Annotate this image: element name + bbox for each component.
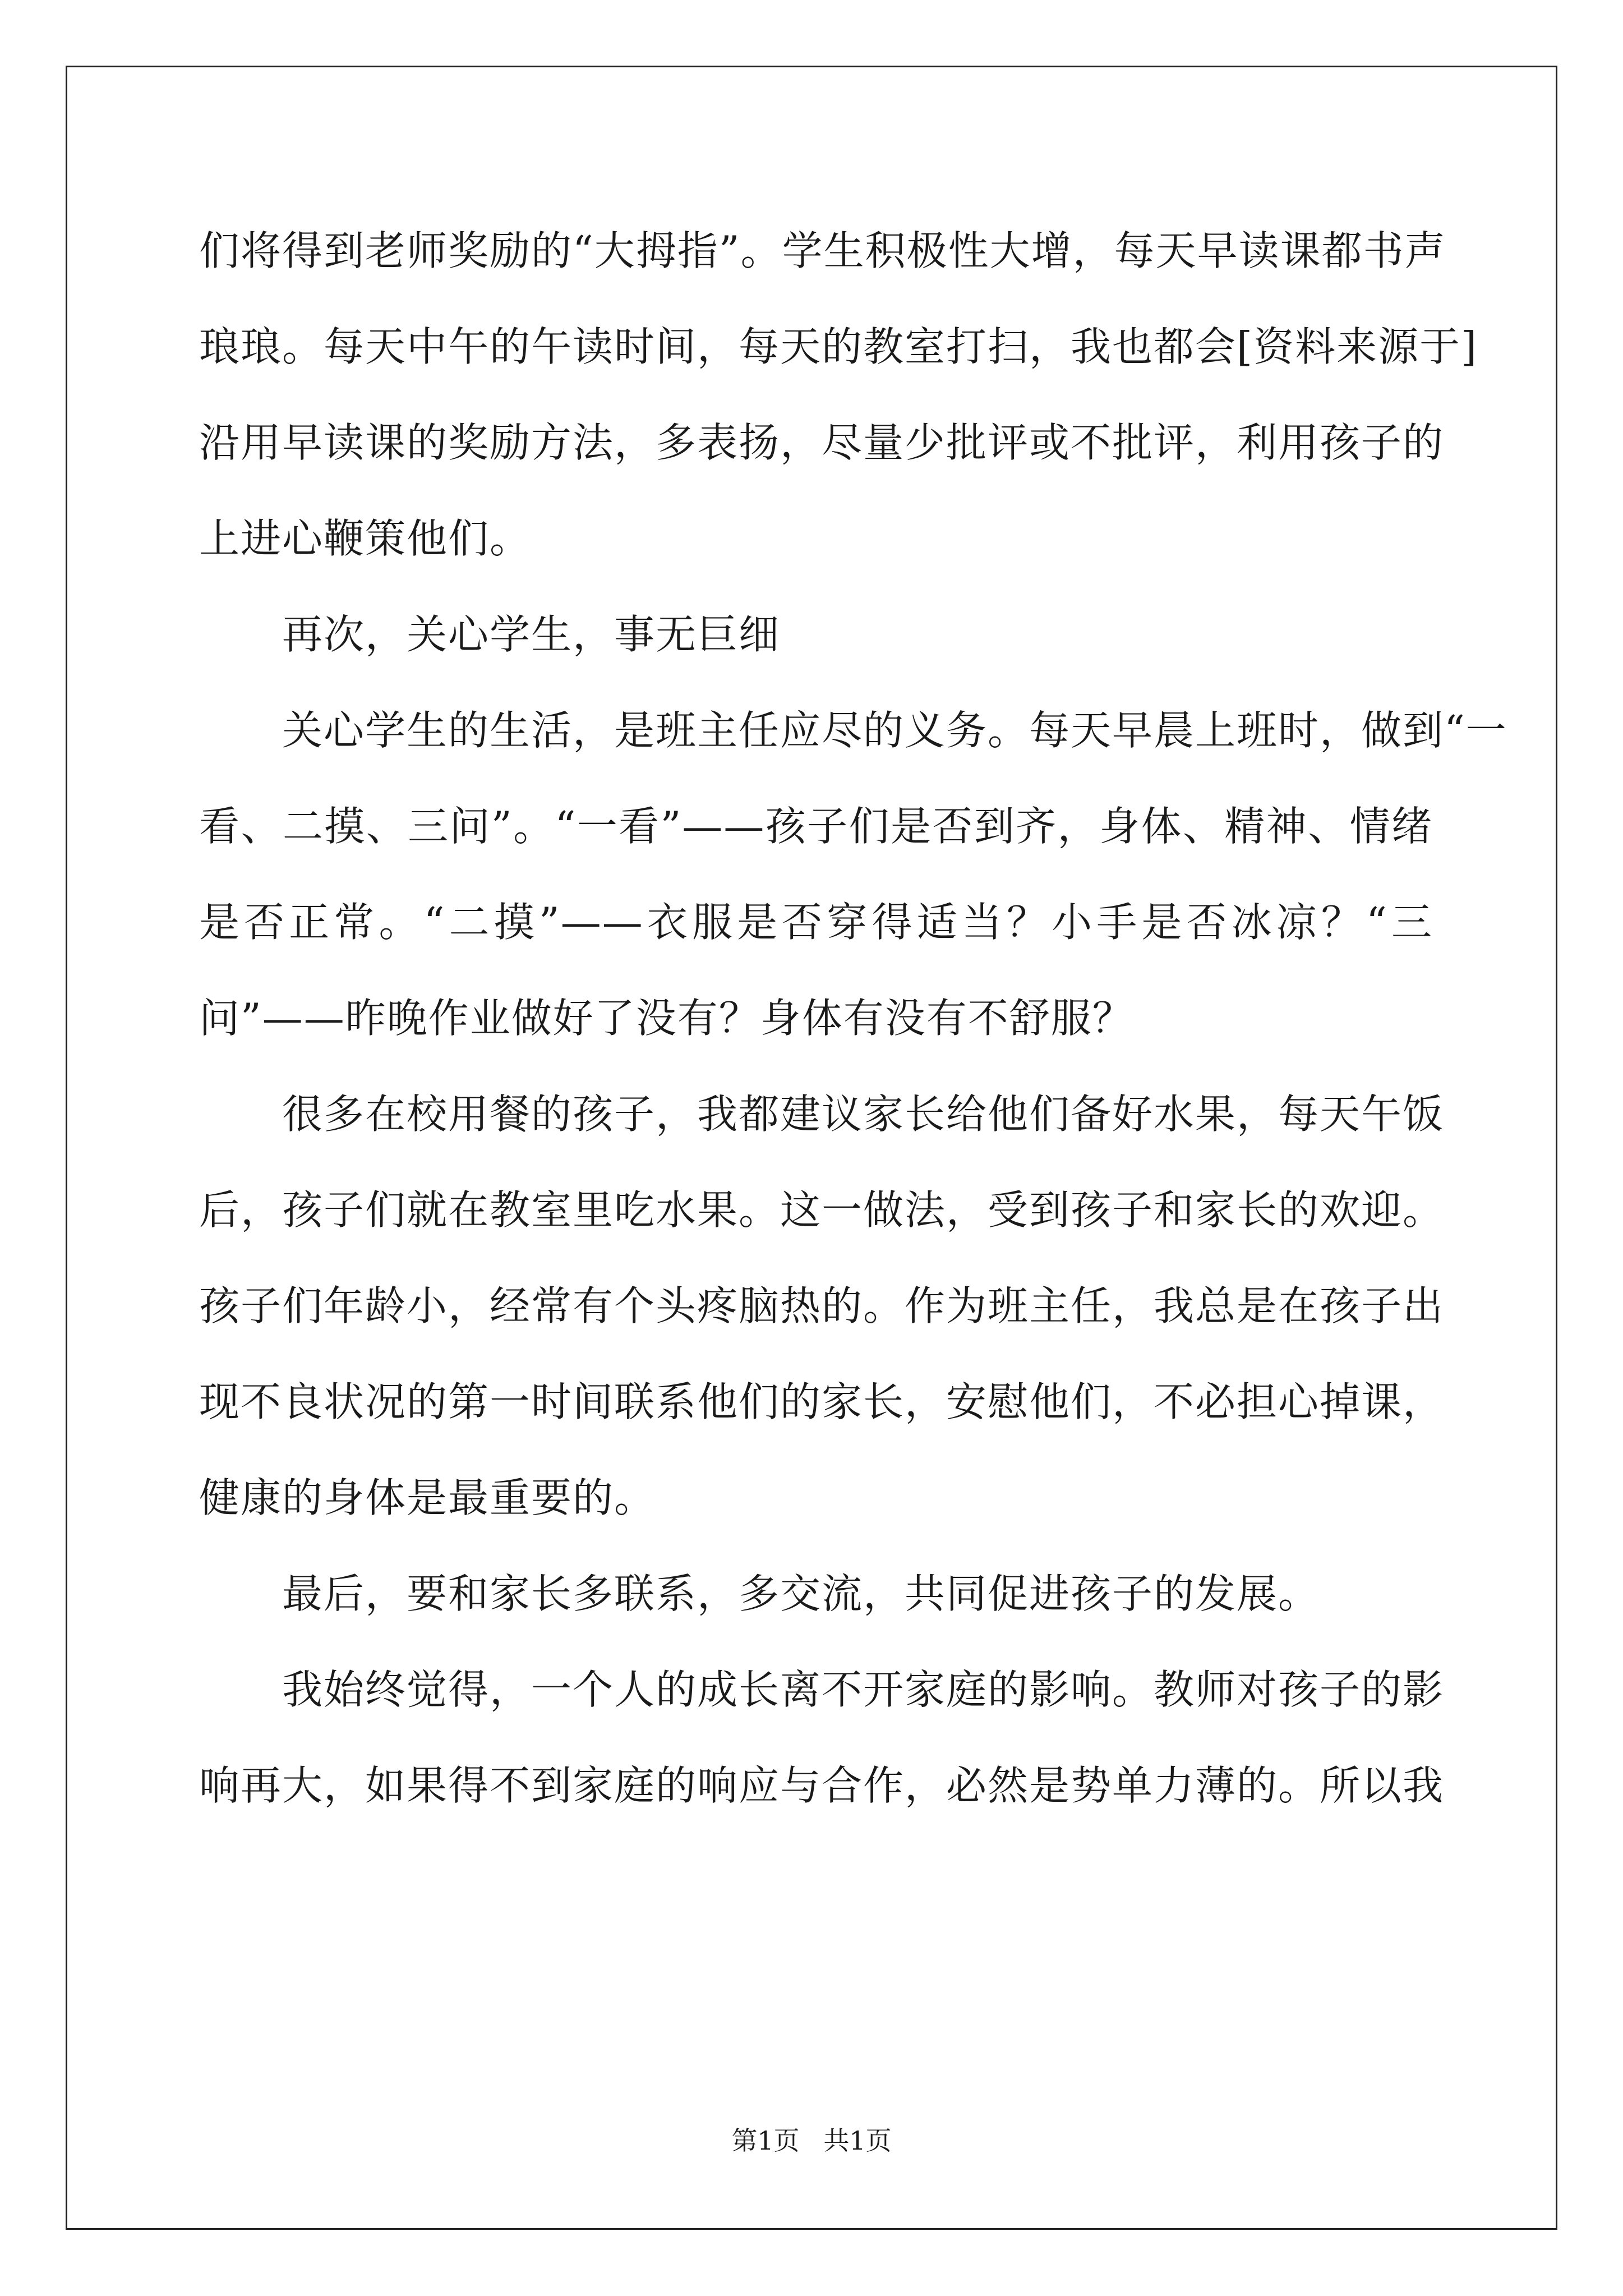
text-line: 琅琅。每天中午的午读时间，每天的教室打扫，我也都会[资料来源于]	[199, 323, 1478, 370]
document-body	[199, 203, 1507, 1834]
text-line: 关心学生的生活，是班主任应尽的义务。每天早晨上班时，做到“一	[282, 707, 1507, 754]
text-line: 很多在校用餐的孩子，我都建议家长给他们备好水果，每天午饭	[282, 1091, 1445, 1138]
text-line: 后，孩子们就在教室里吃水果。这一做法，受到孩子和家长的欢迎。	[199, 1186, 1445, 1234]
text-line: 看、二摸、三问”。“一看”——孩子们是否到齐，身体、精神、情绪	[199, 803, 1433, 850]
text-line: 健康的身体是最重要的。	[199, 1474, 656, 1521]
text-line: 孩子们年龄小，经常有个头疼脑热的。作为班主任，我总是在孩子出	[199, 1282, 1445, 1329]
page-footer	[0, 2120, 1623, 2157]
page-number: 第1页	[731, 2125, 800, 2156]
section-heading: 最后，要和家长多联系，多交流，共同促进孩子的发展。	[282, 1570, 1320, 1617]
text-line: 们将得到老师奖励的“大拇指”。学生积极性大增，每天早读课都书声	[199, 227, 1446, 274]
section-heading: 再次，关心学生，事无巨细	[282, 611, 781, 658]
text-line: 是否正常。“二摸”——衣服是否穿得适当？小手是否冰凉？“三	[199, 899, 1433, 946]
page-total: 共1页	[823, 2125, 892, 2156]
text-line: 现不良状况的第一时间联系他们的家长，安慰他们，不必担心掉课，	[199, 1378, 1445, 1425]
text-line: 问”——昨晚作业做好了没有？身体有没有不舒服？	[199, 995, 1134, 1042]
text-line: 响再大，如果得不到家庭的响应与合作，必然是势单力薄的。所以我	[199, 1762, 1445, 1809]
text-line: 上进心鞭策他们。	[199, 515, 532, 562]
text-line: 沿用早读课的奖励方法，多表扬，尽量少批评或不批评，利用孩子的	[199, 419, 1445, 466]
text-line: 我始终觉得，一个人的成长离不开家庭的影响。教师对孩子的影	[282, 1666, 1445, 1713]
